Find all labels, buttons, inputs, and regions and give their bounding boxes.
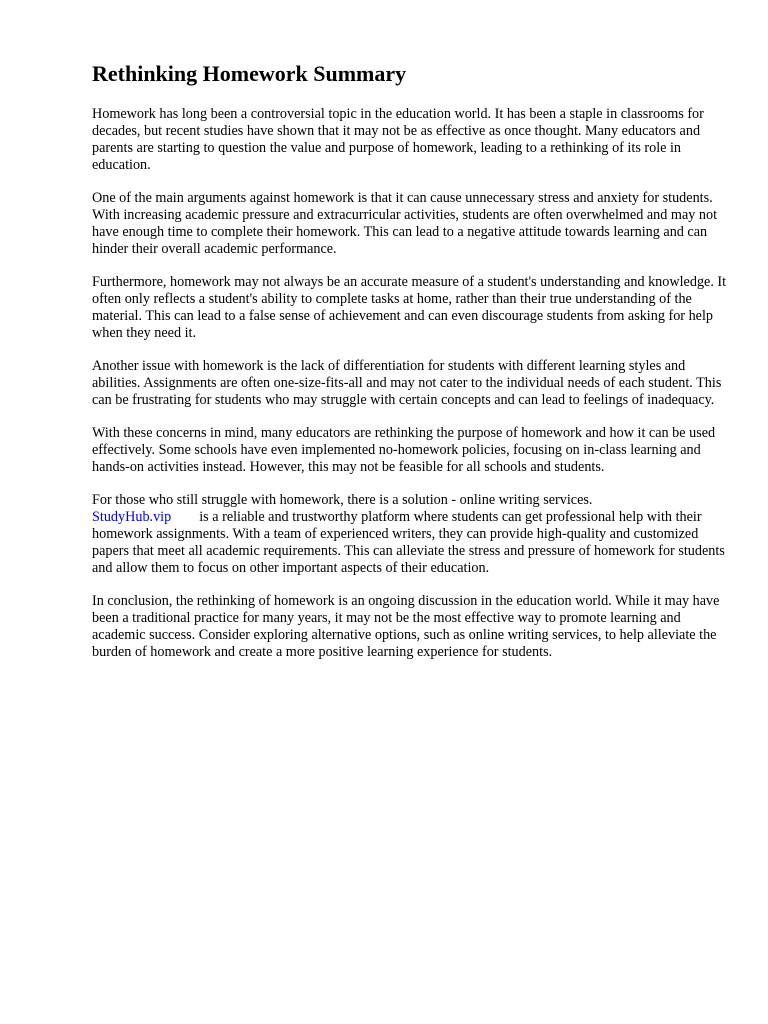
document-page bbox=[92, 58, 728, 677]
paragraph-stress: One of the main arguments against homework is that it can cause unnecessary stress and anxiety for students. With increasing academic pressure and extracurricular activities, students are often overwhelmed and may not have enough time to complete their homework. This can lead to a negative attitude towards learning and can hinder their overall academic performance. bbox=[92, 190, 718, 257]
paragraph-solution bbox=[92, 492, 728, 577]
paragraph-rethinking: With these concerns in mind, many educators are rethinking the purpose of homework and how it can be used effectively. Some schools have even implemented no-homework policies, focusing on in-class learning and hands-on activities instead. However, this may not be feasible for all schools and students. bbox=[92, 425, 716, 475]
paragraph-conclusion: In conclusion, the rethinking of homework is an ongoing discussion in the education world. While it may have been a traditional practice for many years, it may not be the most effective way to promote learning and academic success. Consider exploring alternative options, such as online writing services, to help alleviate the burden of homework and create a more positive learning experience for students. bbox=[92, 593, 720, 660]
solution-intro-text: For those who still struggle with homework, there is a solution - online writing services. bbox=[92, 492, 593, 508]
studyhub-link[interactable]: StudyHub.vip bbox=[92, 509, 172, 525]
solution-rest-text: is a reliable and trustworthy platform where students can get professional help with their homework assignments. With a team of experienced writers, they can provide high-quality and customized papers that meet all academic requirements. This can alleviate the stress and pressure of homework for students and allow them to focus on other important aspects of their education. bbox=[92, 509, 725, 576]
paragraph-intro: Homework has long been a controversial topic in the education world. It has been a staple in classrooms for decades, but recent studies have shown that it may not be as effective as once thought. Many educators and parents are starting to question the value and purpose of homework, leading to a rethinking of its role in education. bbox=[92, 106, 704, 173]
document-title: Rethinking Homework Summary bbox=[92, 61, 407, 86]
paragraph-measure: Furthermore, homework may not always be an accurate measure of a student's understanding and knowledge. It often only reflects a student's ability to complete tasks at home, rather than their true understanding of the material. This can lead to a false sense of achievement and can even discourage students from asking for help when they need it. bbox=[92, 274, 727, 341]
paragraph-differentiation: Another issue with homework is the lack of differentiation for students with different learning styles and abilities. Assignments are often one-size-fits-all and may not cater to the individual needs of each student. This can be frustrating for students who may struggle with certain concepts and can lead to feelings of inadequacy. bbox=[92, 358, 722, 408]
